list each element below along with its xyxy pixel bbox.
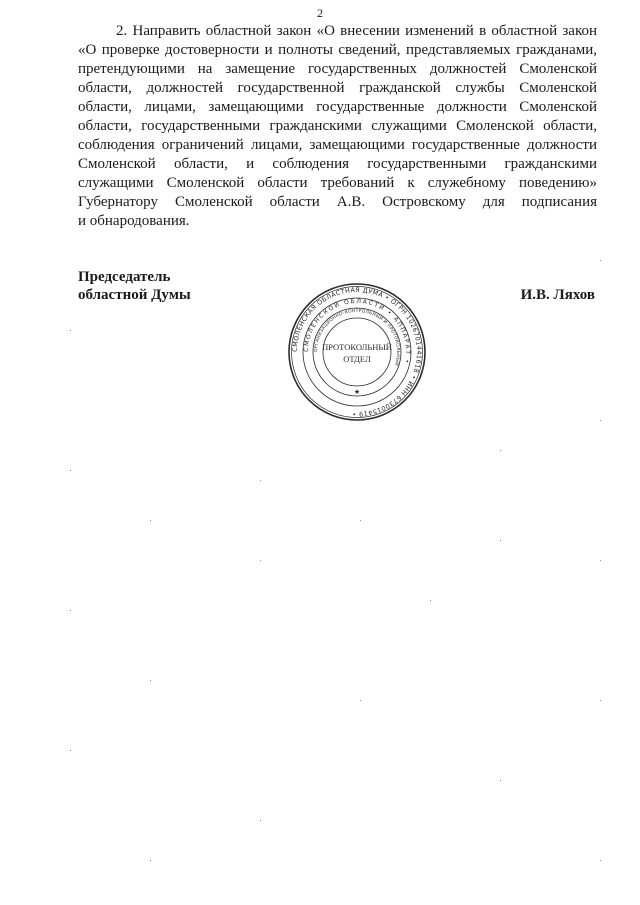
signatory-title xyxy=(78,268,191,304)
paragraph-line: 2. Направить областной закон «О внесении изменений в областной закон xyxy=(116,23,597,39)
official-seal xyxy=(287,282,427,422)
signatory-title-line1: Председатель xyxy=(78,269,171,285)
paragraph-line: претендующими на замещение государственных должностей Смоленской xyxy=(78,61,597,77)
paragraph-line: области, должностей государственной гражданской службы Смоленской xyxy=(78,80,597,96)
page-number: 2 xyxy=(317,6,323,20)
paragraph-line: области, лицами, замещающими государственные должности Смоленской xyxy=(78,99,597,115)
seal-outer-ring-text: СМОЛЕНСКАЯ ОБЛАСТНАЯ ДУМА • ОГРН 1026701441618 • ИНН 6730015419 • xyxy=(290,285,424,419)
body-paragraph xyxy=(78,22,597,231)
paragraph-line: области, государственными гражданскими служащими Смоленской области, xyxy=(78,118,597,134)
seal-center-line2: ОТДЕЛ xyxy=(343,354,371,364)
paragraph-line: служащими Смоленской области требований к служебному поведению» xyxy=(78,175,597,191)
paragraph-line: «О проверке достоверности и полноты сведений, представляемых гражданами, xyxy=(78,42,597,58)
signatory-title-line2: областной Думы xyxy=(78,287,191,303)
paragraph-line: Смоленской области, и соблюдения государственными гражданскими xyxy=(78,156,597,172)
seal-center-line1: ПРОТОКОЛЬНЫЙ xyxy=(322,342,392,352)
paragraph-line: соблюдения ограничений лицами, замещающими государственные должности xyxy=(78,137,597,153)
signatory-name: И.В. Ляхов xyxy=(520,287,595,303)
seal-star-icon: ★ xyxy=(353,388,361,396)
seal-middle-ring-text: СМОЛЕНСКОЙ ОБЛАСТИ • АППАРАТ • xyxy=(302,297,412,366)
paragraph-line: Губернатору Смоленской области А.В. Островскому для подписания xyxy=(78,194,597,210)
paragraph-line: и обнародования. xyxy=(78,213,190,229)
seal-inner-ring-text: ОРГАНИЗАЦИОННО-КОНТРОЛЬНЫЙ И ПРОТОКОЛЬНЫЙ xyxy=(313,308,401,367)
